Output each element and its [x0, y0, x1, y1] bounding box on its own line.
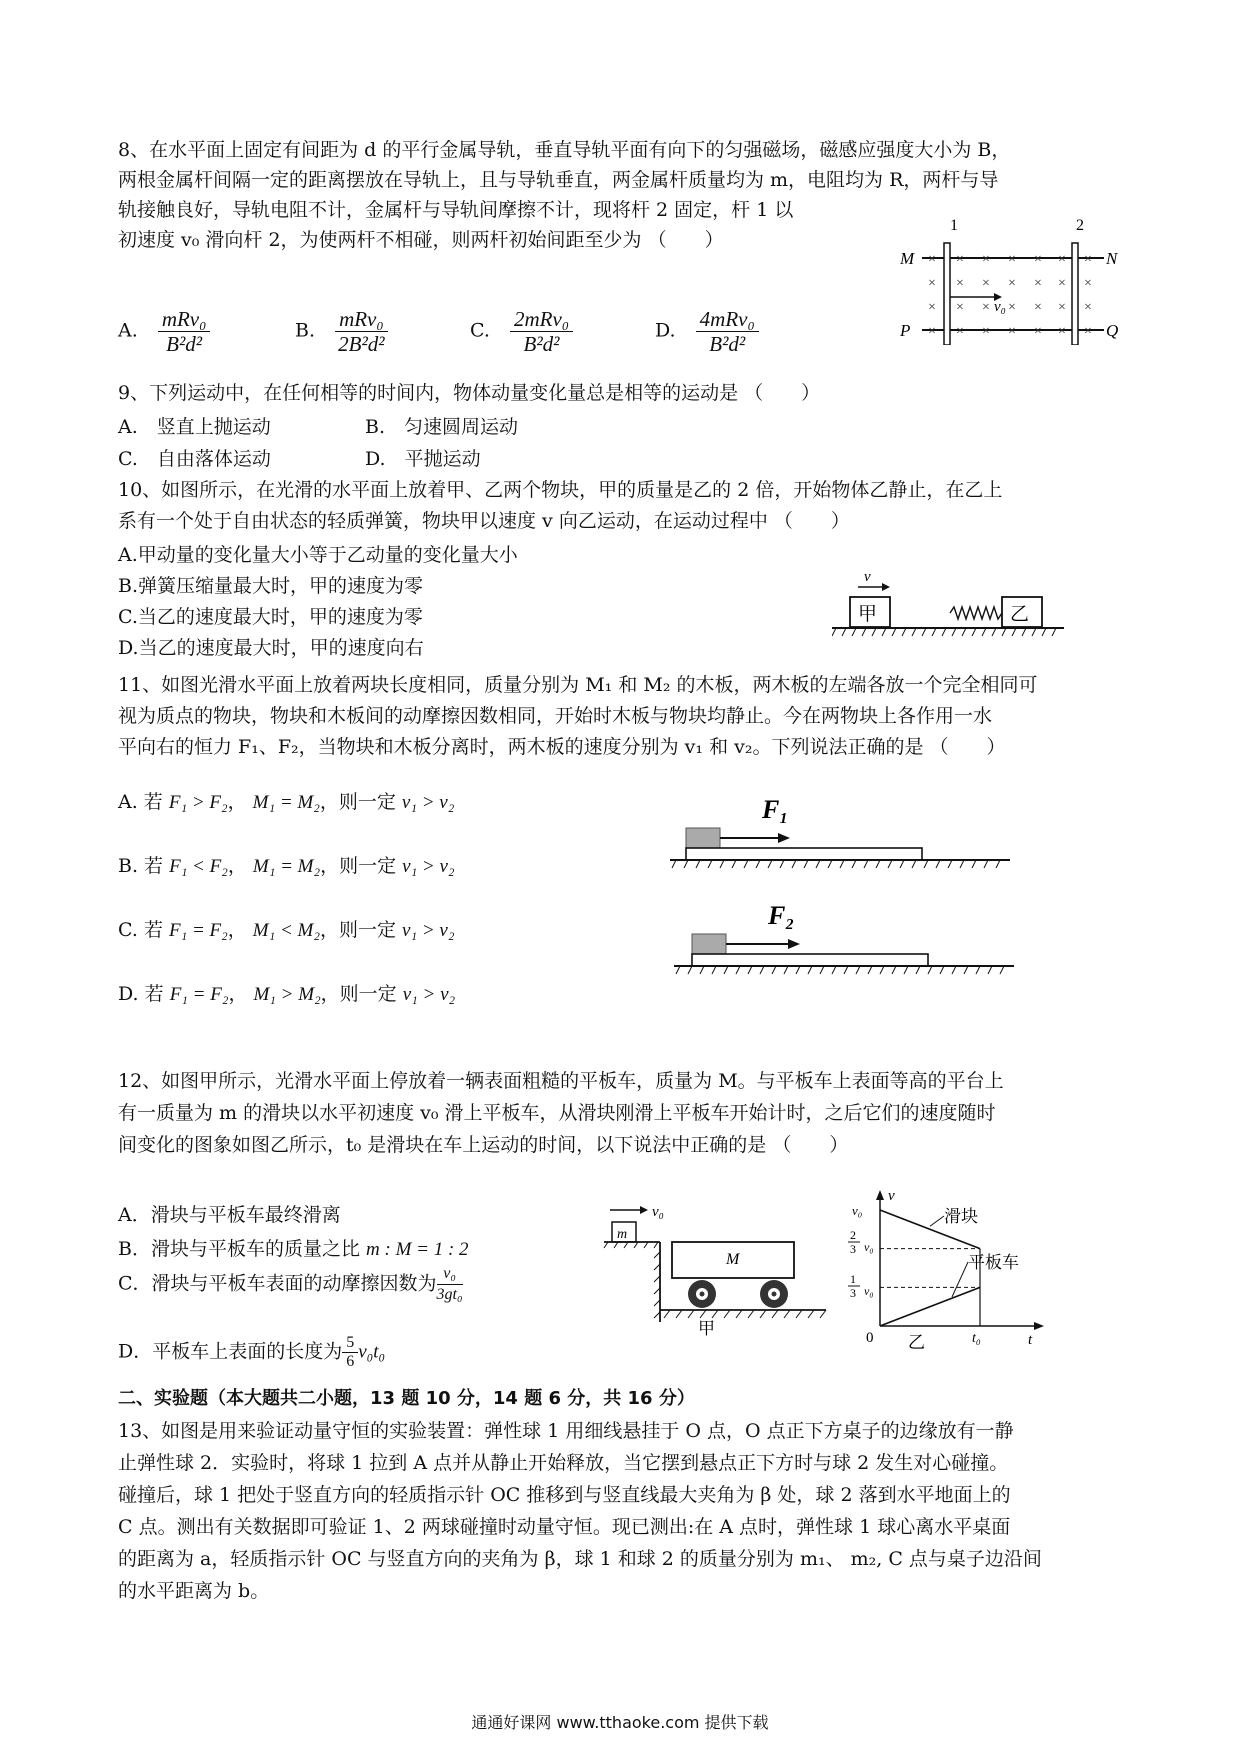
rail-label-Q: Q [1106, 321, 1119, 340]
svg-text:×: × [1084, 276, 1092, 291]
fig-yi-caption: 乙 [908, 1333, 925, 1350]
q13-line5: 的距离为 a，轻质指示针 OC 与竖直方向的夹角为 β，球 1 和球 2 的质量分别为 m₁、 m₂, C 点与桌子边沿间 [118, 1548, 1042, 1570]
series-line-cart [880, 1287, 980, 1326]
q8-d-num: 4mRv₀ [696, 307, 759, 332]
q8-line1: 8、在水平面上固定有间距为 d 的平行金属导轨，垂直导轨平面有向下的匀强磁场，磁感应强度大小为 B， [118, 139, 1011, 161]
q11-c-then: ，则一定 [319, 919, 396, 941]
q11-a-f: F₁ > F₂ [168, 792, 228, 813]
footer-source: 通通好课网 www.tthaoke.com 提供下载 [471, 1713, 769, 1732]
q8-a-num: mRv₀ [158, 307, 211, 332]
svg-text:×: × [1034, 324, 1042, 339]
q12-b-math: m : M = 1 : 2 [366, 1239, 469, 1260]
svg-text:×: × [982, 324, 990, 339]
q11-b-v: v₁ > v₂ [402, 856, 455, 877]
q12-cart-figure [600, 1200, 830, 1340]
q8-option-c-label: C. [470, 319, 490, 342]
svg-text:3: 3 [850, 1242, 856, 1256]
q11-b-m: M₁ = M₂ [252, 856, 321, 877]
q11-c-v: v₁ > v₂ [402, 920, 455, 941]
plank-2 [692, 954, 928, 966]
q9-stem: 9、下列运动中，在任何相等的时间内，物体动量变化量总是相等的运动是 （ ） [118, 382, 821, 404]
svg-text:×: × [956, 276, 964, 291]
t0-tick-label: t₀ [972, 1331, 981, 1346]
q11-b-label: B. 若 [118, 855, 164, 877]
svg-text:×: × [1034, 276, 1042, 291]
svg-text:×: × [928, 276, 936, 291]
rod2-label: 2 [1076, 217, 1084, 234]
q12-d-den: 6 [346, 1353, 355, 1370]
magnetic-field-marks [928, 252, 1092, 339]
q10-blocks-figure [832, 565, 1064, 645]
series-label-block: 滑块 [944, 1207, 978, 1226]
q11-c-m: M₁ < M₂ [252, 920, 320, 941]
q12-c-prefix: C．滑块与平板车表面的动摩擦因数为 [118, 1272, 437, 1295]
q11-option-d[interactable]: D. 若 F₁ = F₂， M₁ > M₂，则一定 v₁ > v₂ [118, 983, 456, 1005]
svg-text:×: × [1058, 252, 1066, 267]
leader-block [930, 1216, 944, 1226]
q11-d-f: F₁ = F₂ [169, 984, 229, 1005]
q8-option-d[interactable] [655, 307, 759, 356]
q11-a-m: M₁ = M₂ [252, 792, 320, 813]
leader-cart [952, 1262, 968, 1297]
q8-rail-figure [900, 205, 1130, 345]
rail-label-P: P [900, 321, 911, 340]
q12-option-a[interactable]: A．滑块与平板车最终滑离 [118, 1204, 341, 1226]
q12-option-b[interactable] [118, 1234, 469, 1261]
svg-text:×: × [1034, 300, 1042, 315]
q8-line4: 初速度 v₀ 滑向杆 2，为使两杆不相碰，则两杆初始间距至少为 （ ） [118, 229, 724, 251]
q12-line2: 有一质量为 m 的滑块以水平初速度 v₀ 滑上平板车，从滑块刚滑上平板车开始计时，之后它们的速度随时 [118, 1102, 996, 1124]
q11-b-then: ，则一定 [320, 855, 397, 877]
q8-option-b-label: B. [295, 319, 316, 342]
svg-text:×: × [928, 300, 936, 315]
x-axis-label: t [1028, 1332, 1033, 1348]
q8-option-a-label: A. [118, 319, 138, 342]
v0-tick-label: v₀ [852, 1203, 863, 1218]
svg-text:×: × [1034, 252, 1042, 267]
svg-text:×: × [982, 300, 990, 315]
q11-a-v: v₁ > v₂ [401, 792, 455, 813]
q9-option-c[interactable]: C. 自由落体运动 [118, 448, 271, 470]
tick-two-thirds-label [848, 1228, 874, 1256]
q8-c-den: B²d² [523, 332, 560, 356]
spring [950, 607, 1002, 619]
q12-option-c[interactable] [118, 1264, 463, 1305]
rod1 [944, 243, 950, 345]
q11-line3: 平向右的恒力 F₁、F₂，当物块和木板分离时，两木板的速度分别为 v₁ 和 v₂。下列说法正确的是 （ ） [118, 736, 1006, 758]
rail-label-N: N [1106, 249, 1118, 268]
svg-text:×: × [1008, 276, 1016, 291]
section-2-heading: 二、实验题（本大题共二小题，13 题 10 分，14 题 6 分，共 16 分） [118, 1388, 695, 1409]
q9-option-d[interactable]: D. 平抛运动 [365, 448, 481, 470]
q10-option-b[interactable]: B.弹簧压缩量最大时，甲的速度为零 [118, 575, 424, 597]
origin-label: 0 [866, 1330, 874, 1346]
q8-option-b[interactable] [295, 307, 388, 356]
cart-v0-label: v₀ [652, 1204, 664, 1220]
svg-text:×: × [956, 300, 964, 315]
q11-option-b[interactable]: B. 若 F₁ < F₂， M₁ = M₂，则一定 v₁ > v₂ [118, 855, 455, 877]
q13-line6: 的水平距离为 b。 [118, 1580, 270, 1602]
block-jia-label: 甲 [858, 604, 878, 625]
svg-text:×: × [982, 276, 990, 291]
q13-line4: C 点。测出有关数据即可验证 1、2 两球碰撞时动量守恒。现已测出:在 A 点时，弹性球 1 球心离水平桌面 [118, 1516, 1011, 1538]
svg-text:×: × [1084, 324, 1092, 339]
q10-line2: 系有一个处于自由状态的轻质弹簧，物块甲以速度 v 向乙运动，在运动过程中 （ ） [118, 510, 850, 532]
series-label-cart: 平板车 [968, 1253, 1019, 1272]
q8-b-den: 2B²d² [338, 332, 385, 356]
q11-b-f: F₁ < F₂ [169, 856, 228, 877]
q11-line1: 11、如图光滑水平面上放着两块长度相同，质量分别为 M₁ 和 M₂ 的木板，两木板的左端各放一个完全相同可 [118, 674, 1038, 696]
svg-text:v₀: v₀ [864, 1284, 874, 1298]
q13-line1: 13、如图是用来验证动量守恒的实验装置：弹性球 1 用细线悬挂于 O 点，O 点正下方桌子的边缘放有一静 [118, 1420, 1014, 1442]
q12-c-num: v₀ [437, 1264, 463, 1285]
q10-line1: 10、如图所示，在光滑的水平面上放着甲、乙两个物块，甲的质量是乙的 2 倍，开始物体乙静止，在乙上 [118, 479, 1003, 501]
q11-option-c[interactable]: C. 若 F₁ = F₂， M₁ < M₂，则一定 v₁ > v₂ [118, 919, 455, 941]
rod1-label: 1 [950, 217, 958, 234]
q10-option-c[interactable]: C.当乙的速度最大时，甲的速度为零 [118, 606, 423, 628]
q13-line2: 止弹性球 2．实验时，将球 1 拉到 A 点并从静止开始释放，当它摆到悬点正下方时与球 2 发生对心碰撞。 [118, 1452, 1009, 1474]
q9-option-a[interactable]: A. 竖直上抛运动 [118, 416, 271, 438]
plank-1 [686, 848, 922, 860]
q11-d-then: ，则一定 [320, 983, 397, 1005]
svg-text:×: × [1084, 300, 1092, 315]
q13-line3: 碰撞后，球 1 把处于竖直方向的轻质指示针 OC 推移到与竖直线最大夹角为 β 处，球 2 落到水平地面上的 [118, 1484, 1011, 1506]
cart-label: M [726, 1251, 740, 1268]
q11-option-a[interactable]: A. 若 F₁ > F₂， M₁ = M₂，则一定 v₁ > v₂ [118, 791, 455, 813]
ground-hatch [832, 628, 1056, 636]
svg-text:1: 1 [850, 1272, 856, 1286]
q11-d-label: D. 若 [118, 983, 164, 1005]
q11-plank-figures [670, 790, 1020, 990]
f2-label: F₂ [768, 901, 795, 930]
q12-d-suffix: v₀t₀ [358, 1341, 386, 1363]
slider-block-label: m [617, 1227, 628, 1242]
q8-option-d-label: D. [655, 319, 676, 342]
q8-c-num: 2mRv₀ [510, 307, 573, 332]
q8-d-den: B²d² [709, 332, 746, 356]
q12-b-prefix: B．滑块与平板车的质量之比 [118, 1238, 360, 1260]
q11-c-f: F₁ = F₂ [169, 920, 228, 941]
fig-jia-caption: 甲 [698, 1319, 715, 1338]
svg-text:×: × [1008, 252, 1016, 267]
svg-text:×: × [1058, 276, 1066, 291]
q12-c-den: 3gt₀ [436, 1286, 463, 1303]
q8-option-a[interactable] [118, 307, 210, 356]
q8-line2: 两根金属杆间隔一定的距离摆放在导轨上，且与导轨垂直，两金属杆质量均为 m，电阻均为 R，两杆与导 [118, 169, 999, 191]
q12-d-num: 5 [342, 1334, 358, 1353]
svg-text:×: × [956, 324, 964, 339]
q12-velocity-time-chart [840, 1186, 1050, 1350]
q11-line2: 视为质点的物块，物块和木板间的动摩擦因数相同，开始时木板与物块均静止。今在两物块上各作用一水 [118, 705, 993, 727]
block-yi-label: 乙 [1010, 604, 1030, 625]
q11-c-label: C. 若 [118, 919, 163, 941]
svg-text:×: × [956, 252, 964, 267]
svg-text:×: × [1058, 300, 1066, 315]
tick-one-third-label [848, 1272, 874, 1300]
svg-text:×: × [1008, 300, 1016, 315]
rod2 [1072, 243, 1078, 345]
v0-label: v₀ [994, 299, 1006, 315]
svg-text:v₀: v₀ [864, 1240, 874, 1254]
svg-text:×: × [928, 252, 936, 267]
svg-text:×: × [982, 252, 990, 267]
v-label: v [864, 569, 871, 585]
q11-a-label: A. 若 [118, 791, 163, 813]
q8-line3: 轨接触良好，导轨电阻不计，金属杆与导轨间摩擦不计，现将杆 2 固定，杆 1 以 [118, 199, 794, 221]
q12-line1: 12、如图甲所示，光滑水平面上停放着一辆表面粗糙的平板车，质量为 M。与平板车上表面等高的平台上 [118, 1070, 1004, 1092]
q11-d-v: v₁ > v₂ [402, 984, 456, 1005]
q12-d-prefix: D．平板车上表面的长度为 [118, 1340, 343, 1363]
svg-text:×: × [1084, 252, 1092, 267]
q8-b-num: mRv₀ [335, 307, 388, 332]
rail-label-M: M [900, 249, 915, 268]
f1-label: F₁ [762, 795, 789, 824]
svg-text:2: 2 [850, 1228, 856, 1242]
q8-option-c[interactable] [470, 307, 573, 356]
q11-a-then: ，则一定 [319, 791, 396, 813]
q8-a-den: B²d² [166, 332, 203, 356]
y-axis-label: v [888, 1188, 895, 1204]
svg-text:×: × [1058, 324, 1066, 339]
svg-text:×: × [1008, 324, 1016, 339]
q9-option-b[interactable]: B. 匀速圆周运动 [365, 416, 519, 438]
q12-option-d[interactable] [118, 1334, 385, 1371]
svg-text:3: 3 [850, 1286, 856, 1300]
svg-text:×: × [928, 324, 936, 339]
q11-d-m: M₁ > M₂ [253, 984, 321, 1005]
q12-line3: 间变化的图象如图乙所示，t₀ 是滑块在车上运动的时间，以下说法中正确的是 （ ） [118, 1134, 849, 1156]
q10-option-d[interactable]: D.当乙的速度最大时，甲的速度向右 [118, 637, 424, 659]
q10-option-a[interactable]: A.甲动量的变化量大小等于乙动量的变化量大小 [118, 544, 518, 566]
